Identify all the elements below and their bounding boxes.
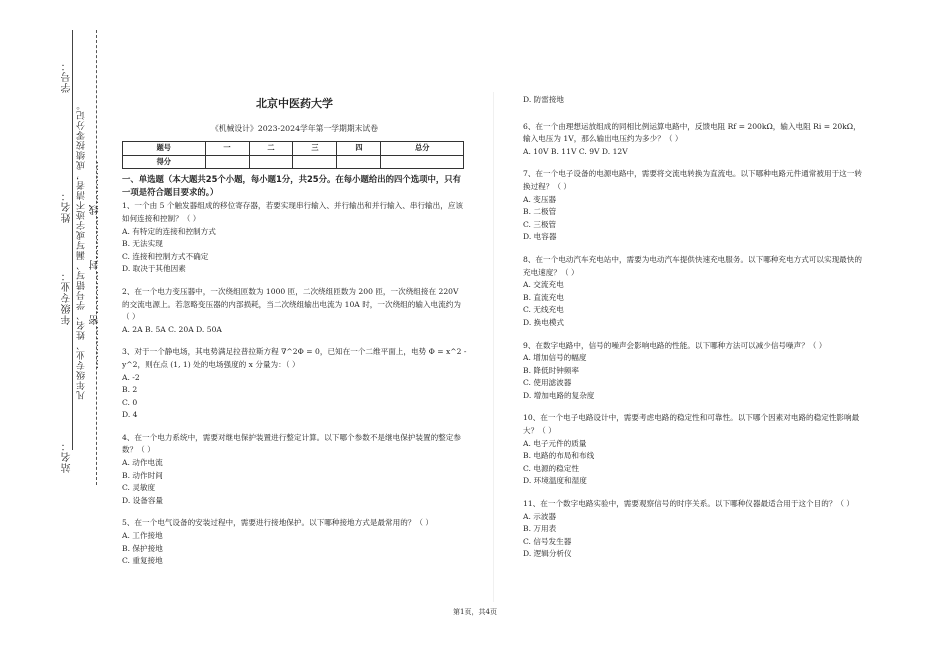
- option[interactable]: B. 万用表: [523, 524, 557, 534]
- question-stem: 3、对于一个静电场，其电势满足拉普拉斯方程 ∇^2Φ = 0，已知在一个二维平面上，电势 Φ = x^2 - y^2，则在点 (1, 1) 处的电场强度的 x 分量为：（ ）: [122, 347, 467, 369]
- question-stem: 8、在一个电动汽车充电站中，需要为电动汽车提供快速充电服务。以下哪种充电方式可以实现最快的充电速度？（ ）: [523, 254, 862, 277]
- option[interactable]: A. 增加信号的幅度: [523, 353, 587, 363]
- option[interactable]: B. 无法实现: [122, 239, 163, 249]
- left-column: [122, 92, 467, 578]
- option[interactable]: A. 交流充电: [523, 280, 564, 290]
- option[interactable]: D. 换电模式: [523, 317, 565, 327]
- score-header-cell: 三: [293, 142, 337, 156]
- option[interactable]: A. 动作电流: [122, 458, 163, 468]
- option[interactable]: D. 取决于其他因素: [122, 264, 186, 274]
- option[interactable]: A. 变压器: [523, 194, 557, 204]
- score-input-cell[interactable]: [381, 155, 464, 169]
- question: [122, 200, 467, 276]
- score-input-cell[interactable]: [337, 155, 381, 169]
- option[interactable]: A. 工作接地: [122, 531, 163, 541]
- score-input-cell[interactable]: [205, 155, 249, 169]
- question-stem: 2、在一个电力变压器中，一次绕组匝数为 1000 匝，二次绕组匝数为 200 匝，一次绕组接在 220V 的交流电源上。若忽略变压器的内部损耗，当二次绕组输出电流为 10A 时，一次绕组的输入电流约为（ ）: [122, 286, 461, 322]
- option[interactable]: C. 连接和控制方式不确定: [122, 251, 209, 261]
- question: [523, 340, 868, 403]
- field-rule-line: [72, 30, 73, 450]
- option[interactable]: A. 2A B. 5A C. 20A D. 50A: [122, 324, 222, 334]
- option[interactable]: D. 设备容量: [122, 495, 164, 505]
- question: [122, 346, 467, 422]
- exam-title: 《机械设计》2023-2024学年第一学期期末试卷: [210, 123, 379, 133]
- question: [122, 432, 467, 508]
- score-input-cell[interactable]: [249, 155, 293, 169]
- option[interactable]: C. 使用滤波器: [523, 378, 572, 388]
- binding-notice: 凡年级专业、姓名、学号错写、漏写或字迹不清者，成绩按零分记。: [77, 100, 87, 400]
- option[interactable]: C. 0: [122, 397, 138, 407]
- option[interactable]: B. 2: [122, 385, 138, 395]
- option[interactable]: D. 逻辑分析仪: [523, 549, 572, 559]
- question: [122, 517, 467, 567]
- label-name: 姓名：: [62, 190, 73, 223]
- option[interactable]: C. 电源的稳定性: [523, 463, 579, 473]
- score-header-cell: 一: [205, 142, 249, 156]
- question-stem: 9、在数字电路中，信号的噪声会影响电路的性能。以下哪种方法可以减少信号噪声？（ ）: [523, 340, 827, 350]
- question-stem: 7、在一个电子设备的电源电路中，需要将交流电转换为直流电。以下哪种电路元件通常被用于这一转换过程？（ ）: [523, 169, 862, 191]
- option[interactable]: C. 信号发生器: [523, 536, 572, 546]
- option[interactable]: A. 有特定的连接和控制方式: [122, 226, 216, 236]
- section-heading: 一、单选题（本大题共25个小题，每小题1分，共25分。在每小题给出的四个选项中，只有一项是符合题目要求的。）: [122, 174, 462, 198]
- question-continuation: [523, 94, 868, 107]
- question-stem: 6、在一个由理想运放组成的同相比例运算电路中，反馈电阻 Rf = 200kΩ，输入电阻 Ri = 20kΩ，输入电压为 1V，那么输出电压约为多少？（ ）: [523, 121, 861, 144]
- option[interactable]: B. 动作时间: [122, 470, 163, 480]
- question-stem: 10、在一个电子电路设计中，需要考虑电路的稳定性和可靠性。以下哪个因素对电路的稳定性影响最大？（ ）: [523, 413, 860, 436]
- option[interactable]: B. 电路的布局和布线: [523, 451, 595, 461]
- score-table: [122, 141, 464, 169]
- score-header-cell: 四: [337, 142, 381, 156]
- option[interactable]: B. 降低时钟频率: [523, 365, 579, 375]
- option[interactable]: D. 环境温度和湿度: [523, 476, 587, 486]
- score-input-cell[interactable]: [293, 155, 337, 169]
- option[interactable]: A. 示波器: [523, 511, 557, 521]
- option[interactable]: B. 直流充电: [523, 292, 564, 302]
- seal-line-text: …………密…………封…………线…………: [90, 160, 101, 369]
- label-site: 站名：: [62, 440, 73, 473]
- page-footer: 第1页，共4页: [453, 608, 497, 616]
- option[interactable]: C. 三极管: [523, 219, 557, 229]
- option[interactable]: C. 重复接地: [122, 556, 163, 566]
- question-stem: 4、在一个电力系统中，需要对继电保护装置进行整定计算。以下哪个参数不是继电保护装置的整定参数？（ ）: [122, 432, 461, 455]
- question: [122, 286, 467, 336]
- question: [523, 412, 868, 488]
- question: [523, 498, 868, 561]
- question-stem: 1、一个由 5 个触发器组成的移位寄存器，若要实现串行输入、并行输出和并行输入、串行输出，应该如何连接和控制？（ ）: [122, 201, 464, 223]
- school-title: 北京中医药大学: [256, 97, 333, 110]
- option[interactable]: A. 电子元件的质量: [523, 438, 587, 448]
- option[interactable]: B. 二极管: [523, 207, 557, 217]
- question: [523, 121, 868, 159]
- score-header-cell: 题号: [123, 142, 206, 156]
- option[interactable]: C. 无线充电: [523, 305, 564, 315]
- score-header-cell: 二: [249, 142, 293, 156]
- option[interactable]: D. 电容器: [523, 232, 557, 242]
- column-divider: [493, 92, 494, 602]
- option[interactable]: D. 4: [122, 410, 138, 420]
- option[interactable]: C. 灵敏度: [122, 483, 156, 493]
- option[interactable]: A. 10V B. 11V C. 9V D. 12V: [523, 146, 628, 156]
- question-stem: 11、在一个数字电路实验中，需要观察信号的时序关系。以下哪种仪器最适合用于这个目的？（ ）: [523, 499, 855, 509]
- label-major: 年级专业：: [62, 270, 73, 325]
- question: [523, 168, 868, 244]
- option[interactable]: B. 保护接地: [122, 543, 163, 553]
- binding-strip: [0, 0, 115, 672]
- score-header-cell: 总分: [381, 142, 464, 156]
- option[interactable]: D. 防雷接地: [523, 95, 565, 104]
- label-student-id: 学号：: [62, 60, 73, 93]
- option[interactable]: A. -2: [122, 372, 140, 382]
- question: [523, 254, 868, 330]
- right-column: [523, 94, 868, 571]
- option[interactable]: D. 增加电路的复杂度: [523, 390, 595, 400]
- score-label-cell: 得分: [123, 155, 206, 169]
- question-stem: 5、在一个电气设备的安装过程中，需要进行接地保护。以下哪种接地方式是最常用的？（ ）: [122, 518, 433, 528]
